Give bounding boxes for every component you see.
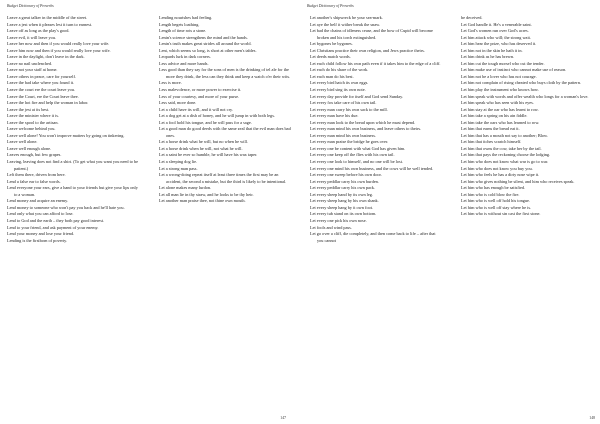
text-column — [7, 15, 140, 244]
proverb-entry: Leave not your staff at home. — [7, 67, 58, 73]
proverb-entry: Leave well alone! You won't improve matters by going on tinkering. — [7, 132, 125, 138]
proverb-entry: Leave off as long as the play's good. — [7, 28, 70, 34]
proverb-entry: Let him speak with words and offer wealth who longs for a woman's love. — [461, 93, 589, 99]
proverb-entry: Lend only what you can afford to lose. — [7, 211, 74, 217]
proverb-entry: Let Christians practice their own religion, and Jews practice theirs. — [310, 47, 425, 53]
proverb-entry: Leave the hot fire and help the woman in labor. — [7, 100, 89, 106]
proverb-entry: Let another's shipwreck be your sea-mark. — [310, 15, 383, 20]
proverb-entry: Let a strong man pass. — [159, 165, 198, 171]
proverb-entry: Let him drink as he has brewn. — [461, 54, 515, 60]
proverb-entry: Let him that has a mouth not say to another; Blow. — [461, 132, 548, 138]
proverb-entry: Leave a jest when it pleases lest it turn to earnest. — [7, 21, 93, 27]
proverb-entry: Let him cut the tough morsel who cut the tender. — [461, 60, 545, 66]
proverb-entry: Let him that pays the reckoning choose the lodging. — [461, 152, 551, 158]
proverb-entry: Let alone makes many lurdon. — [159, 185, 212, 191]
proverb-entry: Let him not in the skin he hath it in. — [461, 47, 523, 53]
proverb-entry: Length of time rots a stone. — [159, 28, 207, 34]
text-column — [310, 15, 443, 244]
proverb-entry: Let each do his share of the work. — [310, 67, 369, 73]
proverb-entry: Lend money and acquire an enemy. — [7, 198, 69, 204]
proverb-entry: Leave the spool to the artisan. — [7, 119, 59, 125]
proverb-entry: Less malevolence, or more power to exercise it. — [159, 87, 242, 93]
proverb-entry: Leave well enough alone. — [7, 145, 52, 151]
proverb-entry: Let him make use of instinct who cannot make use of reason. — [461, 67, 567, 73]
proverb-entry: Let deeds match words. — [310, 54, 351, 60]
proverb-entry: Let aye the belf it wither break the snaw. — [310, 21, 380, 27]
proverb-entry: Let every sheep hang by his own shank. — [310, 198, 379, 204]
page-right — [300, 0, 600, 424]
proverb-entry: Let him not be a lover who has not courage. — [461, 73, 537, 79]
proverb-entry: Leave others in peace, care for yourself. — [7, 73, 76, 79]
proverb-entry: Let a fool hold his tongue, and he will pass for a sage. — [159, 119, 252, 125]
proverb-entry: Less said, more done. — [159, 100, 197, 106]
proverb-entry: Let him who does not know what war is go to war. — [461, 159, 549, 165]
proverb-entry: Let every bird sing its own note. — [310, 87, 366, 93]
proverb-entry: Let him who feels he has a dirty nose wipe it. — [461, 172, 540, 178]
proverb-entry: Let a child have its will, and it will not cry. — [159, 106, 233, 112]
proverb-entry: be deceived. — [461, 15, 483, 20]
proverb-entry: Let every man carry his own sack to the mill. — [310, 106, 388, 112]
proverb-entry: Let him play the instrument who knows how. — [461, 87, 539, 93]
proverb-entry: Leave the court ere the court leave you. — [7, 87, 75, 93]
text-column — [159, 15, 292, 205]
proverb-entry: Leave evil, it will leave you. — [7, 34, 57, 40]
proverb-entry: Lend your money and lose your friend. — [7, 231, 75, 237]
proverb-entry: Lenin's truth makes great strides all around the world. — [159, 41, 252, 47]
proverb-entry: Less good than they say for the sons of men is the drinking of tel ale for the more they drink, the less can they think and keep a watch o'er their wits. — [159, 67, 291, 79]
proverb-entry: Let every sheep hand by its own leg. — [310, 191, 374, 197]
proverb-entry: Let every one mind his own business, and the cows will be well tended. — [310, 165, 434, 171]
proverb-entry: Let every day provide for itself and God send Sunday. — [310, 93, 404, 99]
proverb-entry: Let each child follow his own path even if it takes him to the edge of a cliff. — [310, 60, 441, 66]
proverb-entry: Leave her now and then if you would really love your wife. — [7, 41, 110, 47]
proverb-entry: Leave no nail unclenched. — [7, 60, 53, 66]
proverb-entry: Lending nourishes bad feeling. — [159, 15, 213, 20]
proverb-entry: Leave welcome behind you. — [7, 126, 56, 132]
proverb-entry: Let every peddlar carry his own pack. — [310, 185, 376, 191]
proverb-entry: Leaving, leaving does not find a shirt. (To get what you want you need to be patient.) — [7, 159, 139, 171]
proverb-entry: Let him who is well off stay where he is. — [461, 204, 532, 210]
proverb-entry: Let him that earns the bread eat it. — [461, 126, 520, 132]
proverb-entry: Let him that owns the cow, take her by the tail. — [461, 145, 542, 151]
proverb-entry: Let him who has enough be satisfied. — [461, 185, 526, 191]
proverb-entry: Let a horse drink what he will, but no when he will. — [159, 139, 248, 145]
proverb-entry: Let him stay at the oar who has learnt to row. — [461, 106, 539, 112]
proverb-entry: Let a wrong-doing repeat itself at least three times the first may be an accident, the second a mistake, but the third is likely to be intentional. — [159, 172, 287, 184]
proverb-entry: Let him who gives nothing be silent, and him who receives speak. — [461, 178, 575, 184]
proverb-entry: Let fools and wind pass. — [310, 224, 352, 230]
proverb-entry: Lend money to someone who won't pay you back and he'll hate you. — [7, 204, 125, 210]
proverb-entry: Lenin's science strengthens the mind and the hands. — [159, 34, 248, 40]
proverb-entry: Let him who is cold blow the fire. — [461, 191, 520, 197]
proverb-entry: Lend to God and the earth – they both pay good interest. — [7, 217, 105, 223]
proverb-entry: Let every sheep hang by it own foot. — [310, 204, 374, 210]
proverb-entry: Let God handle it. He's a venerable saint. — [461, 21, 532, 27]
proverb-entry: Let him take the oars who has learned to row. — [461, 119, 540, 125]
proverb-entry: Leave in the daylight, don't leave in the dark. — [7, 54, 85, 60]
proverb-entry: Lend a false ear to false words. — [7, 178, 61, 184]
proverb-entry: Let every man look to the bread upon which he must depend. — [310, 119, 416, 125]
proverb-entry: Let every one sweep before his own door. — [310, 172, 382, 178]
proverb-entry: Let a saint be ever so humble, he will have his wax taper. — [159, 152, 258, 158]
proverb-entry: Leave the jest at its best. — [7, 106, 50, 112]
proverb-entry: Let every bird hatch its own eggs. — [310, 80, 369, 86]
proverb-entry: Let go over a cliff, die completely, and then come back to life – after that you cannot — [310, 231, 436, 243]
running-head: Budget Dictionary of Proverbs — [307, 4, 354, 8]
page-number: 147 — [280, 416, 286, 420]
proverb-entry: Leave him now and then if you would really love your wife. — [7, 47, 111, 53]
page-number: 148 — [589, 416, 595, 420]
proverb-entry: Lending is the firstborn of poverty. — [7, 237, 68, 243]
proverb-entry: Leaves enough, but few grapes. — [7, 152, 62, 158]
proverb-entry: Let him take a spring on his ain fiddle. — [461, 113, 528, 119]
proverb-entry: Leave the Court, ere the Court leave thee. — [7, 93, 79, 99]
proverb-entry: Leopards lurk in dark corners. — [159, 54, 211, 60]
proverb-entry: Let him that itches scratch himself. — [461, 139, 522, 145]
proverb-entry: Let him not complain of rising cheated who buys cloth by the pattern. — [461, 80, 581, 86]
proverb-entry: Left them there, driven from here. — [7, 172, 66, 178]
proverb-entry: Let a dog get at a dish of honey, and he will jump in with both legs. — [159, 113, 275, 119]
running-head: Budget Dictionary of Proverbs — [7, 4, 54, 8]
proverb-entry: Let every one be content with what God has given him. — [310, 145, 406, 151]
proverb-entry: Let bad the chains of idleness cease, and the bow of Cupid will become broken and his torch extinguished. — [310, 28, 433, 40]
proverb-entry: Let him attack who will; the strong wait. — [461, 34, 531, 40]
proverb-entry: Let a sleeping dog lie. — [159, 159, 198, 165]
proverb-entry: Let him who does not know you buy you. — [461, 165, 533, 171]
proverb-entry: Lend to your friend, and ask payment of your enemy. — [7, 224, 99, 230]
proverb-entry: Length begets loathing. — [159, 21, 200, 27]
proverb-entry: Less advice and more hands. — [159, 60, 209, 66]
proverb-entry: Let every tub stand on its own bottom. — [310, 211, 377, 217]
proverb-entry: Let every man praise the bridge he goes over. — [310, 139, 389, 145]
proverb-entry: Let every one look to himself, and no one will be lost. — [310, 159, 403, 165]
proverb-entry: Less is more. — [159, 80, 182, 86]
proverb-entry: Less of your courtesy, and more of your purse. — [159, 93, 240, 99]
proverb-entry: Lend everyone your ears, give a hand to your friends but give your lips only to a woman. — [7, 185, 138, 197]
proverb-entry: Let every man mind his own business, and leave others to theirs. — [310, 126, 422, 132]
proverb-entry: Let another man praise thee, not thine own mouth. — [159, 198, 246, 204]
proverb-entry: Let each man do his best. — [310, 73, 354, 79]
proverb-entry: Let God's women run over God's acres. — [461, 28, 529, 34]
proverb-entry: Let him hear the prize, who has deserved it. — [461, 41, 537, 47]
proverb-entry: Lent, which seems so long, is short at other men's tables. — [159, 47, 257, 53]
text-column — [461, 15, 594, 218]
proverb-entry: Let all man lie in thy straw, and he looks to be thy heir. — [159, 191, 254, 197]
proverb-entry: Leave well alone. — [7, 139, 38, 145]
proverb-entry: Let every one pick his own nose. — [310, 217, 367, 223]
proverb-entry: Let bygones be bygones. — [310, 41, 353, 47]
proverb-entry: Leave the minister where it is. — [7, 113, 60, 119]
proverb-entry: Let every fox take care of his own tail. — [310, 100, 377, 106]
proverb-entry: Leave a great talker in the middle of the street. — [7, 15, 88, 20]
proverb-entry: Let every man mind his own business. — [310, 132, 376, 138]
proverb-entry: Let him who is well off hold his tongue. — [461, 198, 531, 204]
proverb-entry: Let him speak who has seen with his eyes. — [461, 100, 534, 106]
proverb-entry: Let a good man do good deeds with the same zeal that the evil man does bad ones. — [159, 126, 291, 138]
proverb-entry: Leave the bad take where you found it. — [7, 80, 75, 86]
proverb-entry: Let every peddlar carry his own burden. — [310, 178, 379, 184]
proverb-entry: Let every one keep off the flies with his own tail. — [310, 152, 395, 158]
proverb-entry: Let every man have his due. — [310, 113, 359, 119]
proverb-entry: Let him who is without sin cast the first stone. — [461, 211, 541, 217]
proverb-entry: Let a horse drink when he will, not what he will. — [159, 145, 243, 151]
